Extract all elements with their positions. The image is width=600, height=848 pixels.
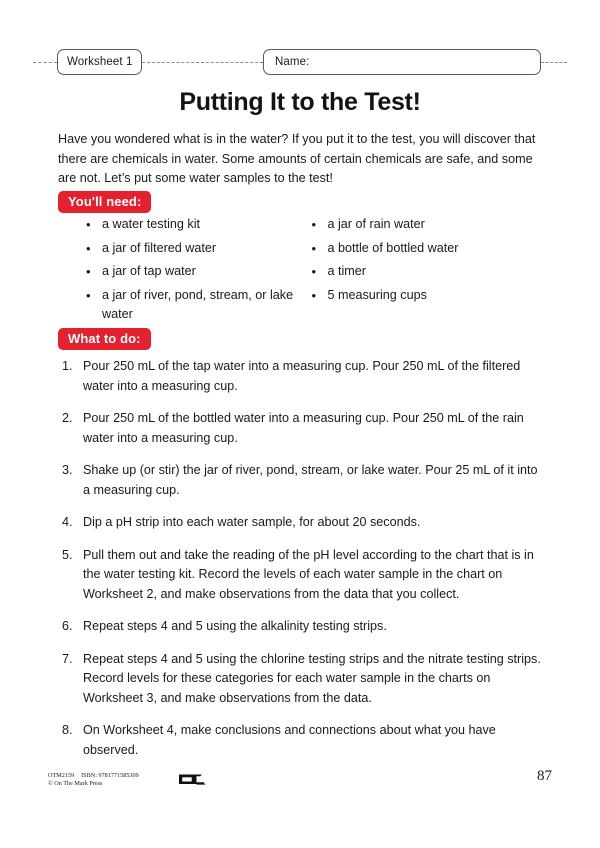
step-text: Repeat steps 4 and 5 using the chlorine testing strips and the nitrate testing strips. Record levels for these categories for each water sample in the charts on Worksheet 3, and make observations from the data.	[83, 651, 541, 705]
materials-heading-badge: You'll need:	[58, 191, 151, 213]
isbn-text: ISBN: 9781771585309	[81, 772, 139, 779]
step-number: 3.	[62, 463, 73, 477]
step-item	[58, 409, 545, 448]
step-number: 1.	[62, 359, 73, 373]
page-footer	[48, 770, 552, 800]
list-item-label: a jar of river, pond, stream, or lake water	[102, 287, 294, 321]
bullet-icon: •	[311, 217, 317, 232]
bullet-icon: •	[311, 287, 317, 303]
list-item	[84, 215, 302, 234]
step-item	[58, 650, 545, 709]
step-number: 6.	[62, 619, 73, 633]
step-text: Dip a pH strip into each water sample, for about 20 seconds.	[83, 515, 421, 529]
list-item	[310, 286, 546, 305]
materials-column-right	[302, 215, 546, 328]
step-number: 7.	[62, 651, 73, 666]
list-item-label: a bottle of bottled water	[327, 240, 459, 255]
name-field-box[interactable]	[263, 49, 541, 75]
step-number: 2.	[62, 411, 73, 425]
step-number: 8.	[62, 723, 73, 737]
step-item	[58, 461, 545, 500]
materials-column-left	[58, 215, 302, 328]
step-text: Pull them out and take the reading of the pH level according to the chart that is in the water testing kit. Record the levels of each water sample in the chart on Worksheet 2, and make observations from the data that you collect.	[83, 547, 534, 601]
bullet-icon: •	[86, 240, 91, 256]
step-number: 5.	[62, 547, 73, 562]
list-item-label: a jar of tap water	[102, 264, 196, 278]
materials-list	[58, 215, 545, 328]
list-item	[310, 239, 546, 258]
list-item	[84, 286, 302, 324]
step-number: 4.	[62, 515, 73, 529]
step-item	[58, 513, 545, 533]
page-number: 87	[537, 768, 552, 784]
bullet-icon: •	[86, 264, 91, 279]
header-dashed-rule-left	[33, 62, 57, 63]
copyright-text: © On The Mark Press	[48, 780, 103, 788]
worksheet-number-box	[57, 49, 142, 75]
bullet-icon: •	[86, 287, 91, 303]
page-title: Putting It to the Test!	[179, 88, 421, 116]
list-item-label: a jar of rain water	[327, 217, 425, 231]
step-text: Repeat steps 4 and 5 using the alkalinity testing strips.	[83, 619, 387, 633]
worksheet-number-label: Worksheet 1	[67, 56, 133, 68]
steps-heading-badge: What to do:	[58, 328, 151, 350]
bullet-icon: •	[86, 217, 91, 232]
step-item	[58, 721, 545, 760]
intro-paragraph: Have you wondered what is in the water? If you put it to the test, you will discover that there are chemicals in water. Some amounts of certain chemicals are safe, and some are not. Let’s put some water samples to the test!	[58, 132, 536, 185]
list-item	[310, 215, 546, 234]
steps-list	[58, 357, 545, 773]
list-item-label: 5 measuring cups	[327, 287, 427, 302]
bullet-icon: •	[311, 264, 317, 279]
worksheet-header	[33, 48, 567, 76]
product-code: OTM2159	[48, 772, 75, 779]
step-item	[58, 357, 545, 396]
step-text: Shake up (or stir) the jar of river, pond, stream, or lake water. Pour 25 mL of it into a measuring cup.	[83, 463, 538, 497]
list-item-label: a timer	[327, 264, 366, 278]
publisher-credit	[48, 772, 139, 789]
list-item-label: a water testing kit	[102, 217, 200, 231]
step-item	[58, 546, 545, 605]
name-field-label: Name:	[275, 56, 310, 68]
header-dashed-rule-middle	[142, 62, 263, 63]
list-item-label: a jar of filtered water	[102, 240, 217, 255]
step-text: On Worksheet 4, make conclusions and connections about what you have observed.	[83, 723, 496, 757]
step-text: Pour 250 mL of the tap water into a measuring cup. Pour 250 mL of the filtered water into a measuring cup.	[83, 359, 521, 393]
on-the-mark-press-logo-icon	[178, 770, 208, 790]
step-item	[58, 617, 545, 637]
list-item	[310, 262, 546, 281]
bullet-icon: •	[311, 240, 317, 256]
list-item	[84, 262, 302, 281]
header-dashed-rule-right	[541, 62, 567, 63]
list-item	[84, 239, 302, 258]
step-text: Pour 250 mL of the bottled water into a measuring cup. Pour 250 mL of the rain water into a measuring cup.	[83, 411, 524, 445]
